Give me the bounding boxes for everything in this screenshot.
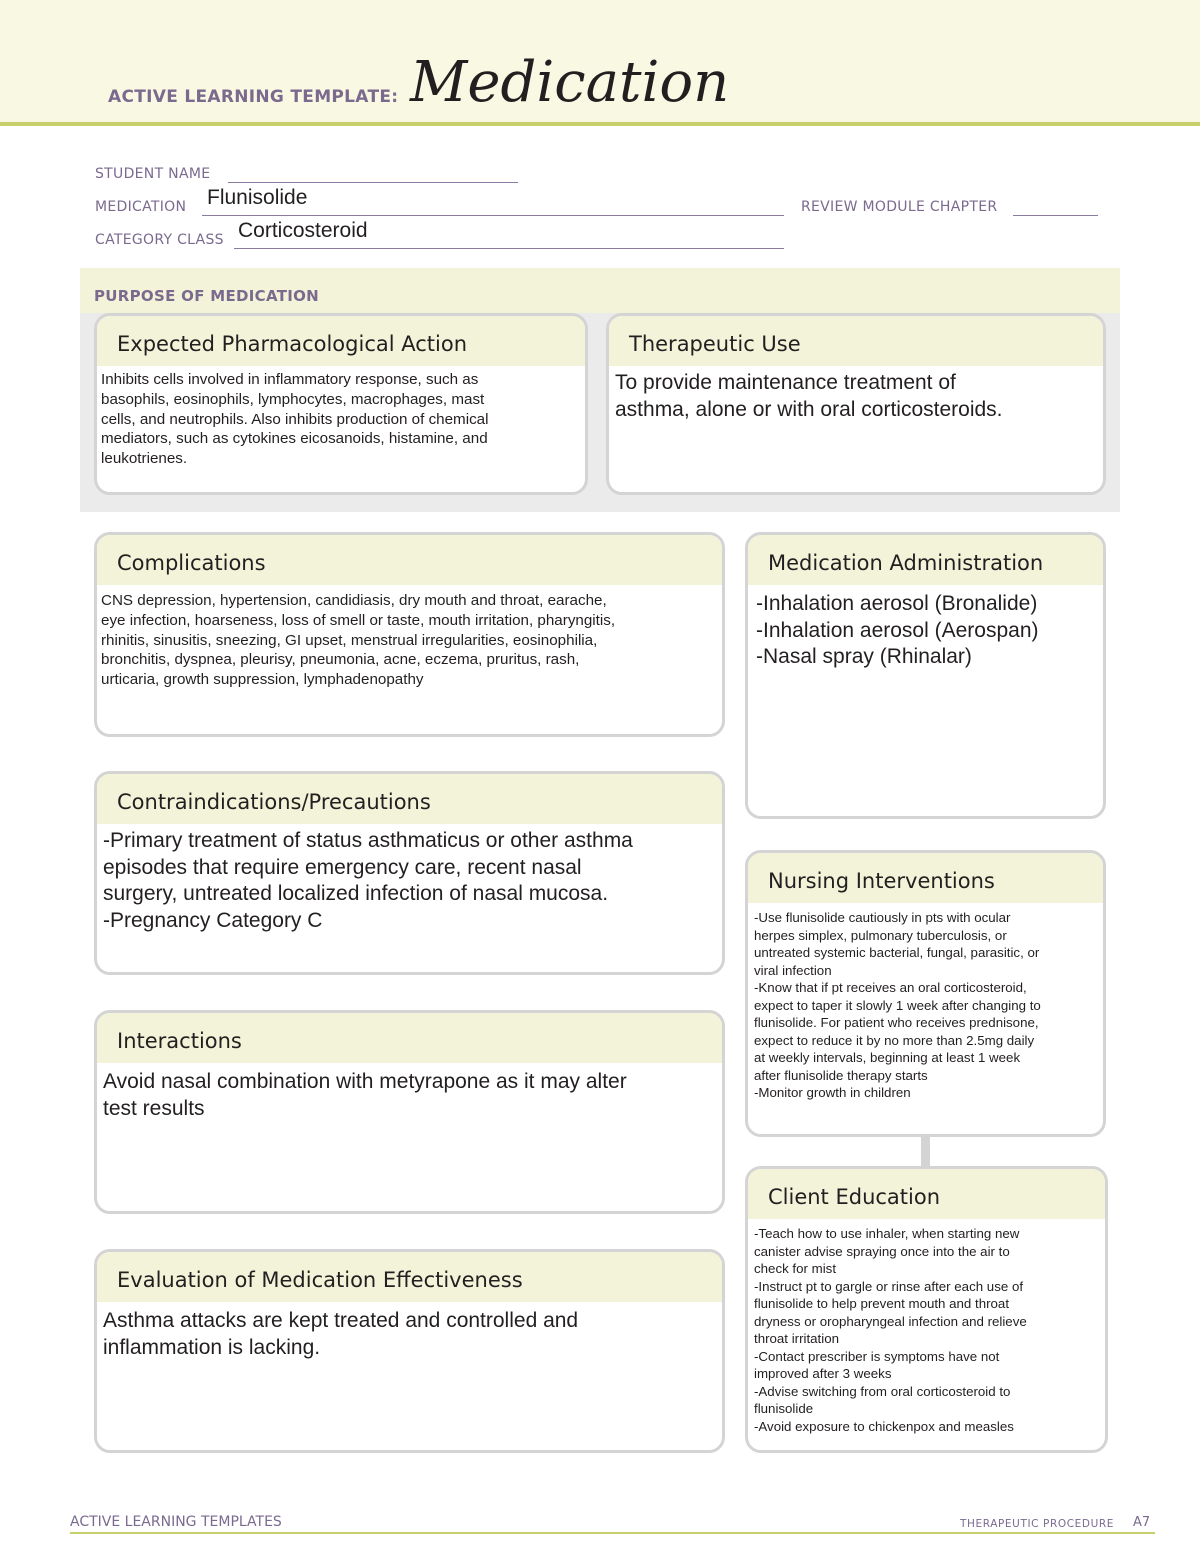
medication-administration-text[interactable]: -Inhalation aerosol (Bronalide) -Inhalation aerosol (Aerospan) -Nasal spray (Rhinalar) bbox=[756, 592, 1039, 668]
evaluation-card bbox=[94, 1249, 725, 1453]
expected-action-text[interactable]: Inhibits cells involved in inflammatory response, such as basophils, eosinophils, lymphocytes, macrophages, mast cells, and neutrophils. Also inhibits production of chemical mediators, such as cytokines eicosanoids, histamine, and leukotrienes. bbox=[101, 371, 489, 468]
client-education-text[interactable]: -Teach how to use inhaler, when starting new canister advise spraying once into the air to check for mist -Instruct pt to gargle or rinse after each use of flunisolide to help prevent mouth and throat dryness or oropharyngeal infection and relieve throat irritation -Contact prescriber is symptoms have not improved after 3 weeks -Advise switching from oral corticosteroid to flunisolide -Avoid exposure to chickenpox and measles bbox=[754, 1226, 1027, 1434]
medication-administration-title: Medication Administration bbox=[748, 535, 1103, 585]
review-module-label: REVIEW MODULE CHAPTER bbox=[801, 199, 998, 215]
nursing-interventions-text[interactable]: -Use flunisolide cautiously in pts with ocular herpes simplex, pulmonary tuberculosis, or untreated systemic bacterial, fungal, parasitic, or viral infection -Know that if pt receives an oral corticosteroid, expect to taper it slowly 1 week after changing to flunisolide. For patient who receives prednisone, expect to reduce it by no more than 2.5mg daily at weekly intervals, beginning at least 1 week after flunisolide therapy starts -Monitor growth in children bbox=[754, 910, 1041, 1100]
page-number: A7 bbox=[1133, 1515, 1151, 1530]
complications-text[interactable]: CNS depression, hypertension, candidiasis, dry mouth and throat, earache, eye infection, hoarseness, loss of smell or taste, mouth irritation, pharyngitis, rhinitis, sinusitis, sneezing, GI upset, menstrual irregularities, eosinophilia, bronchitis, dyspnea, pleurisy, pneumonia, acne, eczema, pruritus, rash, urticaria, growth suppression, lymphadenopathy bbox=[101, 592, 616, 689]
interactions-title: Interactions bbox=[97, 1013, 722, 1063]
evaluation-title: Evaluation of Medication Effectiveness bbox=[97, 1252, 722, 1302]
template-label: ACTIVE LEARNING TEMPLATE: bbox=[108, 87, 399, 107]
contraindications-card bbox=[94, 771, 725, 975]
purpose-label: PURPOSE OF MEDICATION bbox=[94, 287, 320, 305]
student-name-label: STUDENT NAME bbox=[95, 166, 211, 182]
student-name-field[interactable] bbox=[228, 166, 518, 183]
complications-title: Complications bbox=[97, 535, 722, 585]
expected-action-card bbox=[94, 313, 588, 495]
medication-value: Flunisolide bbox=[207, 186, 308, 209]
header-divider bbox=[0, 122, 1200, 126]
complications-card bbox=[94, 532, 725, 737]
client-education-title: Client Education bbox=[748, 1169, 1105, 1219]
evaluation-text[interactable]: Asthma attacks are kept treated and controlled and inflammation is lacking. bbox=[103, 1309, 579, 1359]
therapeutic-use-text[interactable]: To provide maintenance treatment of asthma, alone or with oral corticosteroids. bbox=[615, 371, 1003, 421]
review-module-field[interactable] bbox=[1013, 199, 1098, 216]
footer-divider bbox=[70, 1532, 1155, 1534]
category-class-label: CATEGORY CLASS bbox=[95, 232, 224, 248]
medication-administration-card bbox=[745, 532, 1106, 819]
contraindications-title: Contraindications/Precautions bbox=[97, 774, 722, 824]
card-connector bbox=[921, 1136, 930, 1166]
medication-label: MEDICATION bbox=[95, 199, 187, 215]
interactions-text[interactable]: Avoid nasal combination with metyrapone as it may alter test results bbox=[103, 1070, 627, 1120]
client-education-card bbox=[745, 1166, 1108, 1453]
nursing-interventions-title: Nursing Interventions bbox=[748, 853, 1103, 903]
page-title: Medication bbox=[410, 50, 730, 115]
therapeutic-use-title: Therapeutic Use bbox=[609, 316, 1103, 366]
footer-right: THERAPEUTIC PROCEDURE bbox=[960, 1518, 1114, 1530]
category-class-value: Corticosteroid bbox=[238, 219, 368, 242]
therapeutic-use-card bbox=[606, 313, 1106, 495]
expected-action-title: Expected Pharmacological Action bbox=[97, 316, 585, 366]
interactions-card bbox=[94, 1010, 725, 1214]
nursing-interventions-card bbox=[745, 850, 1106, 1137]
footer-left: ACTIVE LEARNING TEMPLATES bbox=[70, 1514, 282, 1530]
contraindications-text[interactable]: -Primary treatment of status asthmaticus or other asthma episodes that require emergency care, recent nasal surgery, untreated localized infection of nasal mucosa. -Pregnancy Category C bbox=[103, 829, 633, 932]
